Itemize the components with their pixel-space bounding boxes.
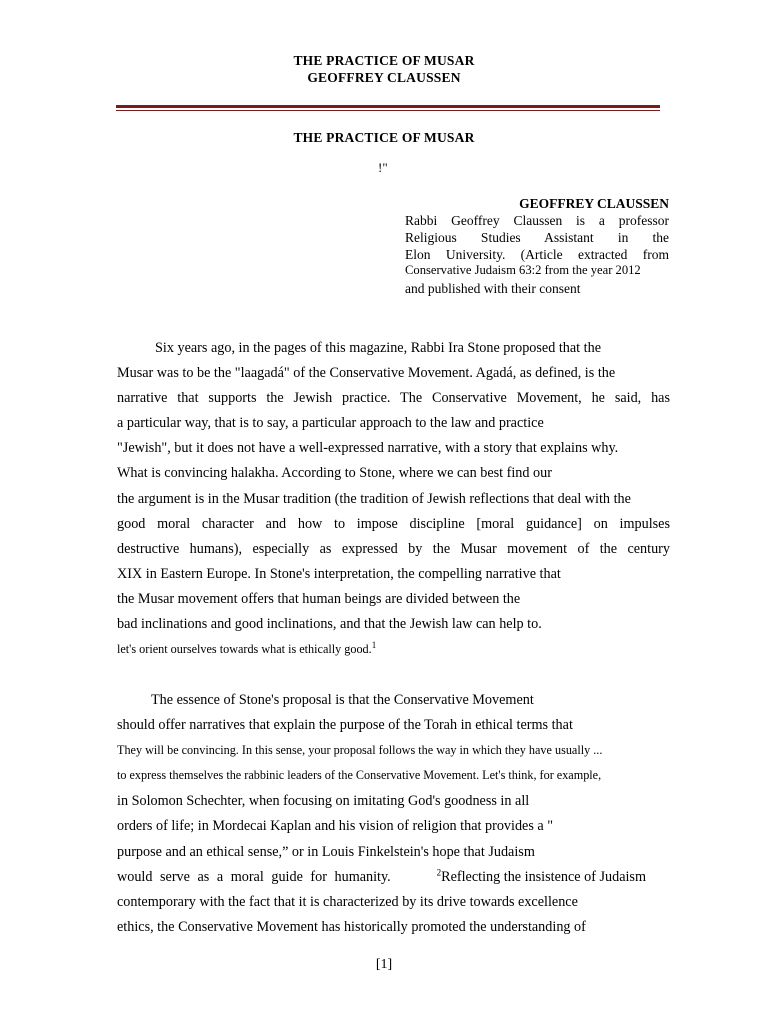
text-line: XIX in Eastern Europe. In Stone's interpretation, the compelling narrative that: [117, 566, 561, 582]
running-header-author: GEOFFREY CLAUSSEN: [307, 70, 461, 85]
page-number: [1]: [375, 957, 393, 972]
text-line: Six years ago, in the pages of this magazine, Rabbi Ira Stone proposed that the: [155, 340, 602, 356]
text-line: narrative that supports the Jewish practice. The Conservative Movement, he said, has: [117, 390, 670, 406]
text-line: bad inclinations and good inclinations, and that the Jewish law can help to.: [117, 616, 542, 632]
document-title: THE PRACTICE OF MUSAR: [293, 130, 475, 145]
text-line-content: Reflecting the insistence of Judaism: [441, 869, 646, 885]
text-line: should offer narratives that explain the purpose of the Torah in ethical terms that: [117, 717, 573, 733]
footnote-marker-2[interactable]: 2: [436, 867, 442, 878]
text-line: the argument is in the Musar tradition (the tradition of Jewish reflections that deal with the: [117, 491, 631, 507]
text-line: [117, 639, 377, 657]
title-mark: !": [378, 160, 388, 175]
text-line: the Musar movement offers that human beings are divided between the: [117, 591, 521, 607]
text-line: [117, 869, 646, 886]
footnote-marker-1[interactable]: 1: [371, 639, 377, 650]
header-rule-thin: [116, 110, 660, 111]
author-bio-line: and published with their consent: [405, 281, 581, 296]
text-line: "Jewish", but it does not have a well-expressed narrative, with a story that explains why.: [117, 440, 619, 456]
text-line: What is convincing halakha. According to Stone, where we can best find our: [117, 465, 552, 481]
author-bio-line: Religious Studies Assistant in the: [405, 230, 669, 245]
author-bio-line: Elon University. (Article extracted from: [405, 247, 669, 262]
text-line: to express themselves the rabbinic leaders of the Conservative Movement. Let's think, for example,: [117, 768, 602, 782]
text-line: purpose and an ethical sense,” or in Louis Finkelstein's hope that Judaism: [117, 844, 535, 860]
text-line: orders of life; in Mordecai Kaplan and his vision of religion that provides a ": [117, 818, 554, 834]
author-bio-line: Rabbi Geoffrey Claussen is a professor: [405, 213, 669, 228]
text-line: They will be convincing. In this sense, your proposal follows the way in which they have usually ...: [117, 743, 603, 757]
text-line: Musar was to be the "laagadá" of the Conservative Movement. Agadá, as defined, is the: [117, 365, 616, 381]
author-name: GEOFFREY CLAUSSEN: [519, 196, 669, 211]
text-line-content: let's orient ourselves towards what is ethically good.: [117, 642, 372, 656]
text-line: in Solomon Schechter, when focusing on imitating God's goodness in all: [117, 793, 530, 809]
running-header-title: THE PRACTICE OF MUSAR: [293, 53, 475, 68]
text-line: destructive humans), especially as expressed by the Musar movement of the century: [117, 541, 670, 557]
text-line-content: would serve as a moral guide for humanity.: [117, 869, 391, 885]
text-line: ethics, the Conservative Movement has historically promoted the understanding of: [117, 919, 586, 935]
text-line: a particular way, that is to say, a particular approach to the law and practice: [117, 415, 544, 431]
author-bio-line: Conservative Judaism 63:2 from the year 2012: [405, 263, 641, 277]
text-line: contemporary with the fact that it is characterized by its drive towards excellence: [117, 894, 578, 910]
header-rule-thick: [116, 105, 660, 108]
text-line: good moral character and how to impose discipline [moral guidance] on impulses: [117, 516, 670, 532]
text-line: The essence of Stone's proposal is that the Conservative Movement: [151, 692, 534, 708]
